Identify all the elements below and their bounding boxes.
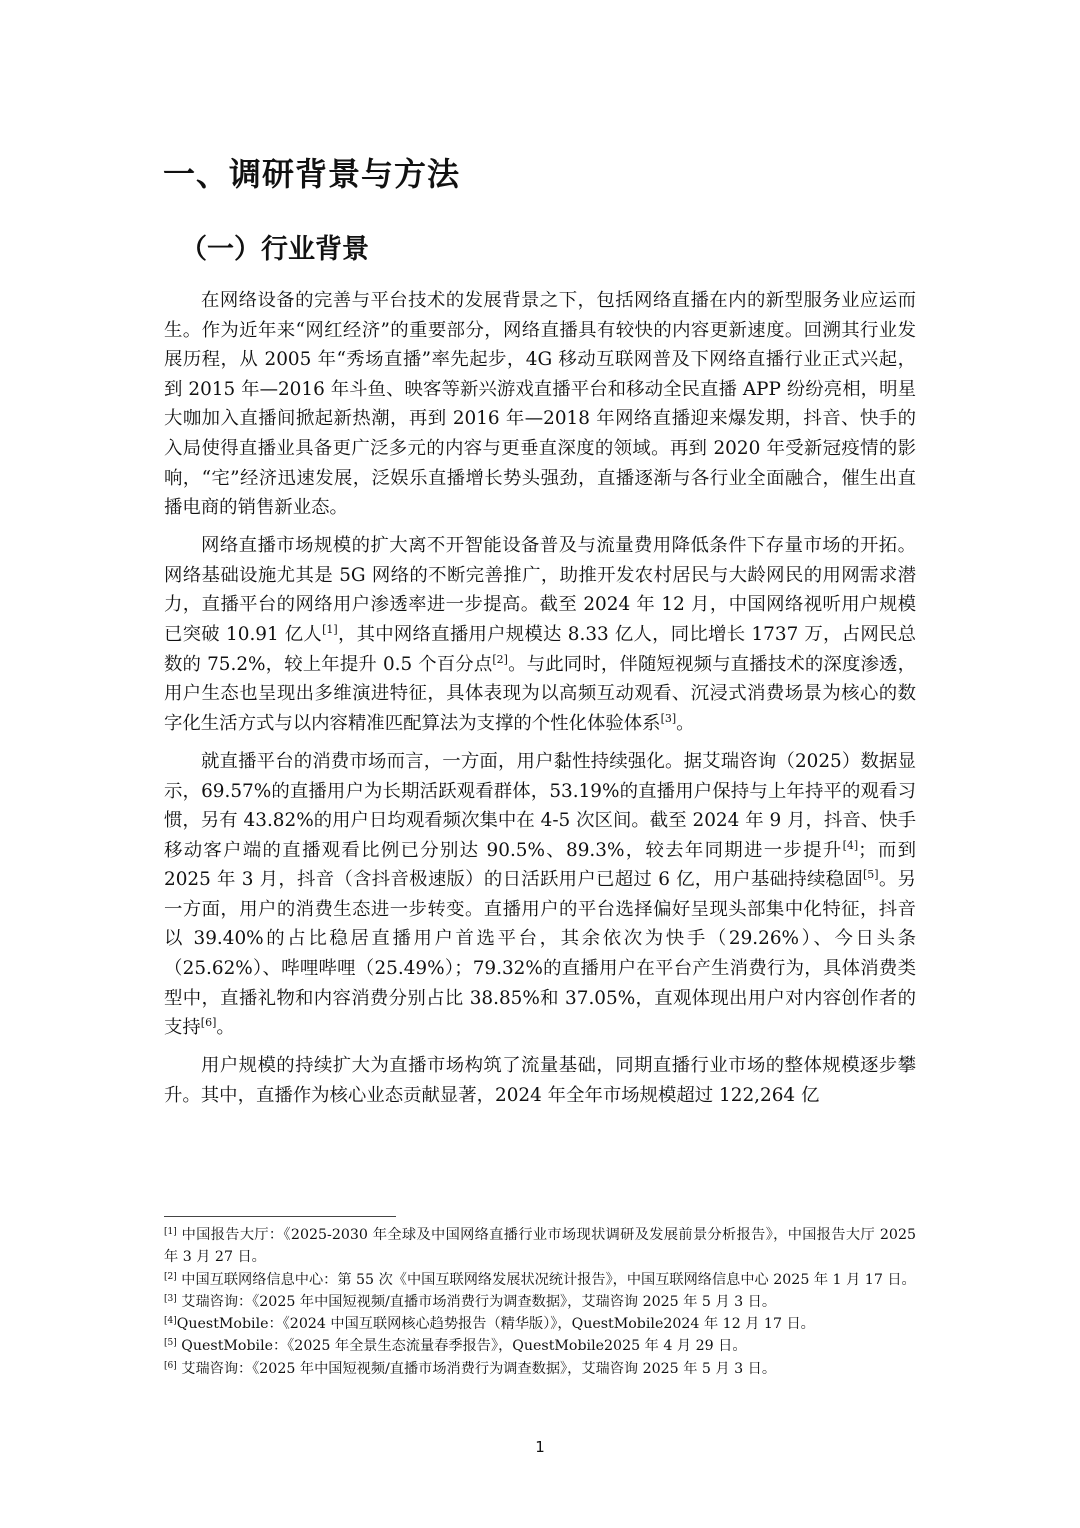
paragraph-2 <box>164 531 916 738</box>
footnote-text: 艾瑞咨询：《2025 年中国短视频/直播市场消费行为调查数据》，艾瑞咨询 2025 年 5 月 3 日。 <box>176 1360 777 1377</box>
paragraph-text: ；而到 2025 年 3 月，抖音（含抖音极速版）的日活跃用户已超过 6 亿，用户基础持续稳固 <box>164 839 916 891</box>
footnote-mark: [6] <box>164 1360 177 1371</box>
footnote-ref-1[interactable]: [1] <box>322 623 338 637</box>
footnote-text: 中国报告大厅：《2025-2030 年全球及中国网络直播行业市场现状调研及发展前景分析报告》，中国报告大厅 2025 年 3 月 27 日。 <box>164 1227 916 1266</box>
paragraph-text: 。与此同时，伴随短视频与直播技术的深度渗透，用户生态也呈现出多维演进特征，具体表现为以高频互动观看、沉浸式消费场景为核心的数字化生活方式与以内容精准匹配算法为支撑的个性化体验体系 <box>164 653 916 734</box>
footnote-mark: [1] <box>164 1227 177 1237</box>
footnote-mark: [5] <box>164 1338 177 1349</box>
page-number: 1 <box>535 1438 545 1456</box>
footnote-text: QuestMobile：《2025 年全景生态流量春季报告》，QuestMobile2025 年 4 月 29 日。 <box>176 1338 747 1355</box>
footnotes <box>164 1224 916 1380</box>
footnote-text: QuestMobile：《2024 中国互联网核心趋势报告（精华版）》，QuestMobile2024 年 12 月 17 日。 <box>176 1316 815 1333</box>
footnote-ref-6[interactable]: [6] <box>200 1016 217 1030</box>
paragraph-text: 。 <box>216 1017 235 1039</box>
paragraph-text: 网络直播市场规模的扩大离不开智能设备普及与流量费用降低条件下存量市场的开拓。网络基础设施尤其是 5G 网络的不断完善推广，助推开发农村居民与大龄网民的用网需求潜力，直播平台的网络用户渗透率进一步提高。截至 2024 年 12 月，中国网络视听用户规模已突破 10.91 亿人 <box>164 535 916 646</box>
footnote-6 <box>164 1358 916 1380</box>
footnote-text: 艾瑞咨询：《2025 年中国短视频/直播市场消费行为调查数据》，艾瑞咨询 2025 年 5 月 3 日。 <box>176 1293 777 1310</box>
footnote-ref-4[interactable]: [4] <box>842 838 859 852</box>
paragraph-1 <box>164 286 916 523</box>
subsection-heading: （一）行业背景 <box>180 234 369 265</box>
paragraph-text: 在网络设备的完善与平台技术的发展背景之下，包括网络直播在内的新型服务业应运而生。作为近年来“网红经济”的重要部分，网络直播具有较快的内容更新速度。回溯其行业发展历程，从 2005 年“秀场直播”率先起步，4G 移动互联网普及下网络直播行业正式兴起，到 2015 年—2016 年斗鱼、映客等新兴游戏直播平台和移动全民直播 APP 纷纷亮相，明星大咖加入直播间掀起新热潮，再到 2016 年—2018 年网络直播迎来爆发期，抖音、快手的入局使得直播业具备更广泛多元的内容与更垂直深度的领域。再到 2020 年受新冠疫情的影响，“宅”经济迅速发展，泛娱乐直播增长势头强劲，直播逐渐与各行业全面融合，催生出直播电商的销售新业态。 <box>164 290 916 519</box>
body-text <box>164 286 916 1111</box>
footnote-5 <box>164 1335 916 1357</box>
paragraph-text: 。 <box>676 712 695 734</box>
footnote-ref-2[interactable]: [2] <box>492 652 508 666</box>
footnote-mark: [3] <box>164 1293 177 1304</box>
paragraph-4 <box>164 1051 916 1110</box>
footnote-4 <box>164 1313 916 1335</box>
section-heading: 一、调研背景与方法 <box>163 155 461 193</box>
paragraph-text: 。另一方面，用户的消费生态进一步转变。直播用户的平台选择偏好呈现头部集中化特征，抖音以 39.40%的占比稳居直播用户首选平台，其余依次为快手（29.26%）、今日头条（25.62%）、哔哩哔哩（25.49%）；79.32%的直播用户在平台产生消费行为，具体消费类型中，直播礼物和内容消费分别占比 38.85%和 37.05%，直观体现出用户对内容创作者的支持 <box>164 869 916 1039</box>
footnote-ref-3[interactable]: [3] <box>660 711 677 725</box>
footnote-mark: [4] <box>164 1316 177 1327</box>
footnote-text: 中国互联网络信息中心：第 55 次《中国互联网络发展状况统计报告》，中国互联网络信息中心 2025 年 1 月 17 日。 <box>176 1271 916 1288</box>
footnote-divider <box>164 1216 396 1217</box>
footnote-3 <box>164 1291 916 1313</box>
paragraph-text: ，其中网络直播用户规模达 8.33 亿人，同比增长 1737 万，占网民总数的 75.2%，较上年提升 0.5 个百分点 <box>164 624 917 675</box>
paragraph-text: 就直播平台的消费市场而言，一方面，用户黏性持续强化。据艾瑞咨询（2025）数据显示，69.57%的直播用户为长期活跃观看群体，53.19%的直播用户保持与上年持平的观看习惯，另有 43.82%的用户日均观看频次集中在 4-5 次区间。截至 2024 年 9 月，抖音、快手移动客户端的直播观看比例已分别达 90.5%、89.3%，较去年同期进一步提升 <box>164 750 916 861</box>
footnote-mark: [2] <box>164 1271 177 1282</box>
footnote-ref-5[interactable]: [5] <box>863 868 879 882</box>
footnote-2 <box>164 1269 916 1291</box>
paragraph-text: 用户规模的持续扩大为直播市场构筑了流量基础，同期直播行业市场的整体规模逐步攀升。其中，直播作为核心业态贡献显著，2024 年全年市场规模超过 122,264 亿 <box>164 1055 916 1106</box>
paragraph-3 <box>164 747 916 1043</box>
footnote-1 <box>164 1224 916 1269</box>
